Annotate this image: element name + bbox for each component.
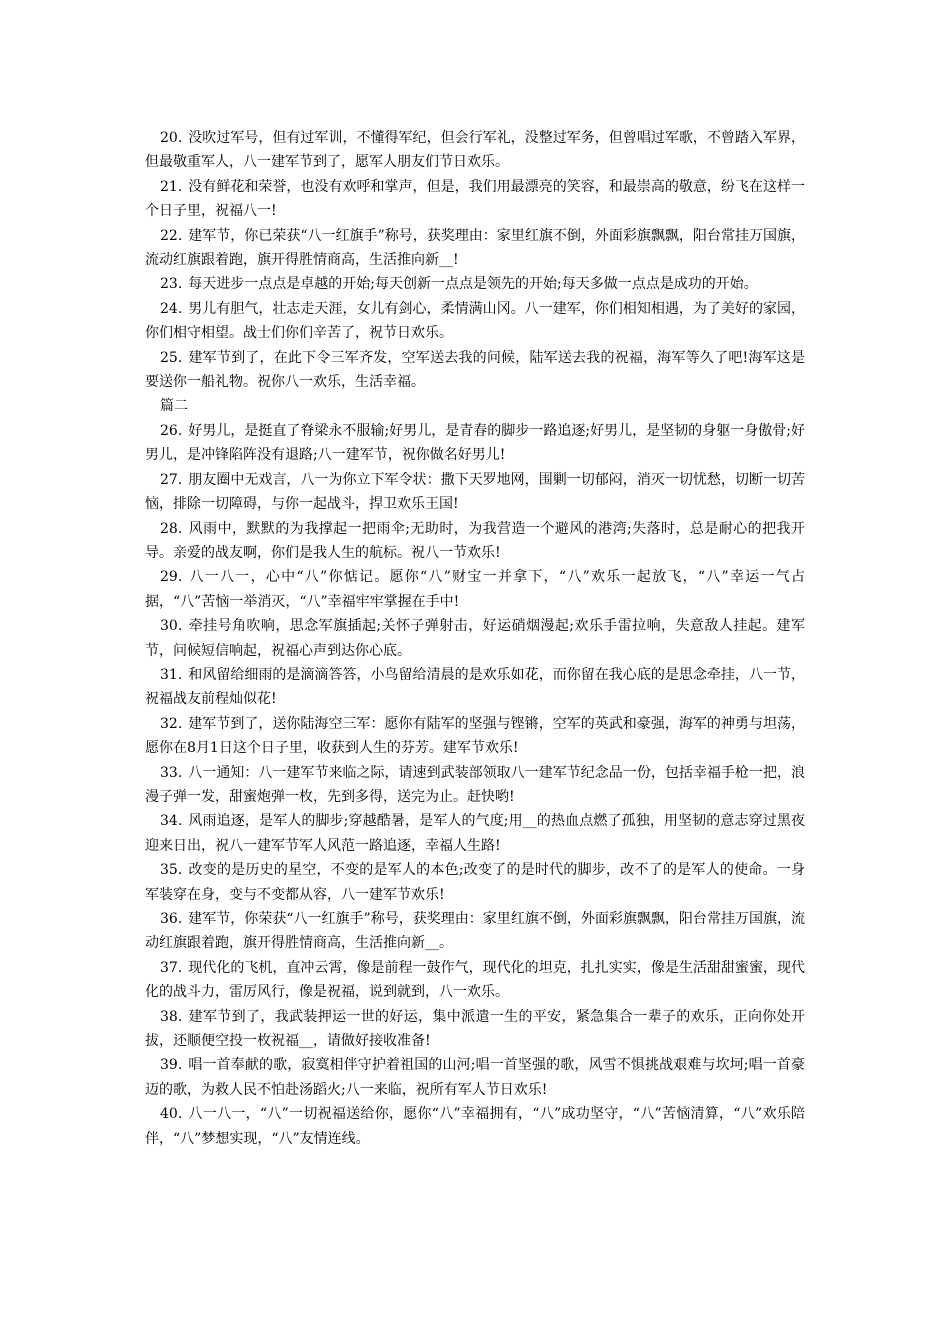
paragraph-text: 建军节，你已荣获“八一红旗手”称号，获奖理由：家里红旗不倒，外面彩旗飘飘，阳台常挂万国旗，流动红旗跟着跑，旗开得胜情商高，生活推向新__! [145, 227, 805, 269]
paragraph-text: 和风留给细雨的是滴滴答答，小鸟留给清晨的是欢乐如花，而你留在我心底的是思念牵挂，八一节，祝福战友前程灿似花! [145, 666, 805, 708]
paragraph-number: 21. [160, 178, 183, 195]
paragraph-24 [145, 297, 805, 346]
paragraph-number: 39. [160, 1057, 183, 1074]
paragraph-number: 36. [160, 911, 183, 927]
paragraph-31 [145, 663, 805, 712]
paragraph-number: 23. [160, 276, 183, 293]
paragraph-text: 改变的是历史的星空，不变的是军人的本色;改变了的是时代的脚步，改不了的是军人的使命。一身军装穿在身，变与不变都从容，八一建军节欢乐! [145, 862, 805, 903]
paragraph-37 [145, 956, 805, 1005]
paragraph-text: 八一八一，心中“八”你惦记。愿你“八”财宝一并拿下，“八”欢乐一起放飞，“八”幸运一气占据，“八”苦恼一举消灭，“八”幸福牢牢掌握在手中! [145, 569, 805, 610]
paragraph-text: 现代化的飞机，直冲云霄，像是前程一鼓作气，现代化的坦克，扎扎实实，像是生活甜甜蜜蜜，现代化的战斗力，雷厉风行，像是祝福，说到就到，八一欢乐。 [145, 959, 805, 1001]
paragraph-text: 八一八一，“八”一切祝福送给你，愿你“八”幸福拥有，“八”成功坚守，“八”苦恼清算，“八”欢乐陪伴，“八”梦想实现，“八”友情连线。 [145, 1106, 805, 1147]
paragraph-text: 八一通知：八一建军节来临之际，请速到武装部领取八一建军节纪念品一份，包括幸福手枪一把，浪漫子弹一发，甜蜜炮弹一枚，先到多得，送完为止。赶快哟! [145, 764, 805, 805]
paragraph-29 [145, 565, 805, 614]
paragraph-text: 风雨追逐，是军人的脚步;穿越酷暑，是军人的气度;用__的热血点燃了孤独，用坚韧的意志穿过黑夜迎来日出，祝八一建军节军人风范一路追逐，幸福人生路! [145, 813, 805, 854]
paragraph-text: 建军节到了，在此下令三军齐发，空军送去我的问候，陆军送去我的祝福，海军等久了吧!海军这是要送你一船礼物。祝你八一欢乐，生活幸福。 [145, 349, 805, 391]
paragraph-40 [145, 1102, 805, 1151]
paragraph-number: 25. [160, 349, 183, 366]
paragraph-39 [145, 1053, 805, 1102]
paragraph-21 [145, 175, 805, 224]
paragraph-number: 37. [160, 959, 183, 976]
paragraph-number: 26. [160, 422, 183, 439]
paragraph-25 [145, 346, 805, 395]
paragraph-number: 29. [160, 569, 183, 586]
paragraph-number: 35. [160, 862, 183, 879]
paragraph-38 [145, 1005, 805, 1054]
paragraph-28 [145, 517, 805, 566]
paragraph-27 [145, 468, 805, 517]
paragraph-text: 唱一首奉献的歌，寂寞相伴守护着祖国的山河;唱一首坚强的歌，风雪不惧挑战艰难与坎坷;唱一首豪迈的歌，为救人民不怕赴汤蹈火;八一来临，祝所有军人节日欢乐! [145, 1057, 805, 1098]
paragraph-30 [145, 614, 805, 663]
paragraph-text: 建军节到了，我武装押运一世的好运，集中派遣一生的平安，紧急集合一辈子的欢乐，正向你处开拔，还顺便空投一枚祝福__，请做好接收准备! [145, 1008, 805, 1050]
paragraph-20 [145, 126, 805, 175]
paragraph-text: 风雨中，默默的为我撑起一把雨伞;无助时，为我营造一个避风的港湾;失落时，总是耐心的把我开导。亲爱的战友啊，你们是我人生的航标。祝八一节欢乐! [145, 520, 805, 561]
paragraph-number: 28. [160, 520, 183, 537]
paragraph-text: 建军节到了，送你陆海空三军：愿你有陆军的坚强与铿锵，空军的英武和豪强，海军的神勇与坦荡，愿你在8月1日这个日子里，收获到人生的芬芳。建军节欢乐! [145, 715, 805, 757]
paragraph-number: 22. [160, 227, 183, 244]
paragraph-number: 31. [160, 666, 183, 683]
paragraph-number: 33. [160, 764, 183, 781]
paragraph-number: 32. [160, 715, 183, 732]
paragraph-number: 24. [160, 300, 183, 317]
paragraph-36 [145, 907, 805, 956]
document-page [145, 126, 805, 1151]
paragraph-number: 27. [160, 471, 183, 488]
paragraph-23 [145, 272, 805, 296]
paragraph-35 [145, 858, 805, 907]
paragraph-text: 好男儿，是挺直了脊梁永不服输;好男儿，是青春的脚步一路追逐;好男儿，是坚韧的身躯一身傲骨;好男儿，是冲锋陷阵没有退路;八一建军节，祝你做名好男儿! [145, 422, 805, 464]
paragraph-text: 牵挂号角吹响，思念军旗插起;关怀子弹射击，好运硝烟漫起;欢乐手雷拉响，失意敌人挂起。建军节，问候短信响起，祝福心声到达你心底。 [145, 618, 805, 659]
paragraph-number: 30. [160, 618, 183, 635]
paragraph-number: 20. [160, 130, 183, 146]
paragraph-32 [145, 712, 805, 761]
paragraph-33 [145, 761, 805, 810]
paragraph-number: 34. [160, 813, 183, 830]
paragraph-number: 38. [160, 1008, 183, 1025]
paragraph-22 [145, 224, 805, 273]
paragraph-text: 建军节，你荣获“八一红旗手”称号，获奖理由：家里红旗不倒，外面彩旗飘飘，阳台常挂万国旗，流动红旗跟着跑，旗开得胜情商高，生活推向新__。 [145, 911, 805, 952]
paragraph-text: 男儿有胆气，壮志走天涯，女儿有剑心，柔情满山冈。八一建军，你们相知相遇，为了美好的家园，你们相守相望。战士们你们辛苦了，祝节日欢乐。 [145, 300, 805, 342]
paragraph-34 [145, 809, 805, 858]
section-heading: 篇二 [160, 398, 188, 415]
paragraph-text: 朋友圈中无戏言，八一为你立下军令状：撒下天罗地网，围剿一切郁闷，消灭一切忧愁，切断一切苦恼，排除一切障碍，与你一起战斗，捍卫欢乐王国! [145, 471, 805, 513]
paragraph-text: 没有鲜花和荣誉，也没有欢呼和掌声，但是，我们用最漂亮的笑容，和最崇高的敬意，纷飞在这样一个日子里，祝福八一! [145, 178, 805, 220]
paragraph-number: 40. [160, 1106, 183, 1123]
paragraph-text: 没吹过军号，但有过军训，不懂得军纪，但会行军礼，没整过军务，但曾唱过军歌，不曾踏入军界，但最敬重军人，八一建军节到了，愿军人朋友们节日欢乐。 [145, 130, 805, 171]
paragraph-text: 每天进步一点点是卓越的开始;每天创新一点点是领先的开始;每天多做一点点是成功的开始。 [188, 276, 758, 293]
paragraph-26 [145, 419, 805, 468]
